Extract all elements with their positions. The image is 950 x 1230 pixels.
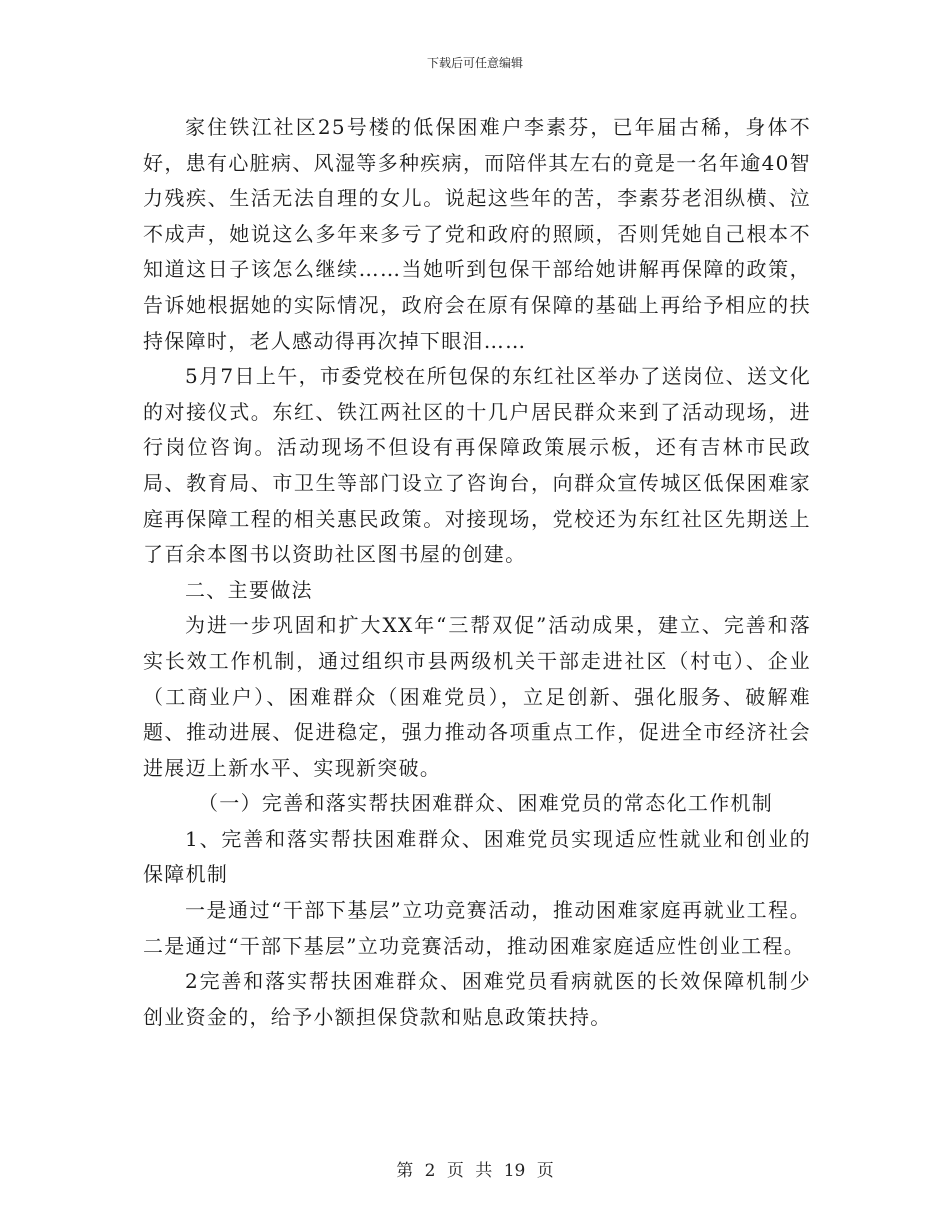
page-number: 第 2 页 共 19 页 xyxy=(396,1161,554,1181)
subsection-heading-one: （一）完善和落实帮扶困难群众、困难党员的常态化工作机制 xyxy=(198,791,774,816)
paragraph-may-7-event: 5月7日上午，市委党校在所包保的东红社区举办了送岗位、送文化的对接仪式。东红、铁江两社区的十几户居民群众来到了活动现场，进行岗位咨询。活动现场不但设有再保障政策展示板，还有吉林市民政局、教育局、市卫生等部门设立了咨询台，向群众宣传城区低保困难家庭再保障工程的相关惠民政策。对接现场，党校还为东红社区先期送上了百余本图书以资助社区图书屋的创建。 xyxy=(143,364,811,567)
page-header-note: 下载后可任意编辑 xyxy=(426,56,523,70)
item-heading-1: 1、完善和落实帮扶困难群众、困难党员实现适应性就业和创业的保障机制 xyxy=(143,826,811,887)
paragraph-li-sufen-story: 家住铁江社区25号楼的低保困难户李素芬，已年届古稀，身体不好，患有心脏病、风湿等多种疾病，而陪伴其左右的竟是一名年逾40智力残疾、生活无法自理的女儿。说起这些年的苦，李素芬老泪纵横、泣不成声，她说这么多年来多亏了党和政府的照顾，否则凭她自己根本不知道这日子该怎么继续……当她听到包保干部给她讲解再保障的政策，告诉她根据她的实际情况，政府会在原有保障的基础上再给予相应的扶持保障时，老人感动得再次掉下眼泪…… xyxy=(143,115,811,353)
paragraph-medical-guarantee: 2完善和落实帮扶困难群众、困难党员看病就医的长效保障机制少创业资金的，给予小额担保贷款和贴息政策扶持。 xyxy=(143,969,811,1029)
paragraph-practices-intro: 为进一步巩固和扩大XX年“三帮双促”活动成果，建立、完善和落实长效工作机制，通过组织市县两级机关干部走进社区（村屯）、企业（工商业户）、困难群众（困难党员），立足创新、强化服务、破解难题、推动进展、促进稳定，强力推动各项重点工作，促进全市经济社会进展迈上新水平、实现新突破。 xyxy=(143,613,811,780)
section-heading-main-practices: 二、主要做法 xyxy=(185,577,313,602)
document-body xyxy=(143,110,811,1035)
paragraph-employment-projects: 一是通过“干部下基层”立功竞赛活动，推动困难家庭再就业工程。二是通过“干部下基层”立功竞赛活动，推动困难家庭适应性创业工程。 xyxy=(143,898,811,958)
